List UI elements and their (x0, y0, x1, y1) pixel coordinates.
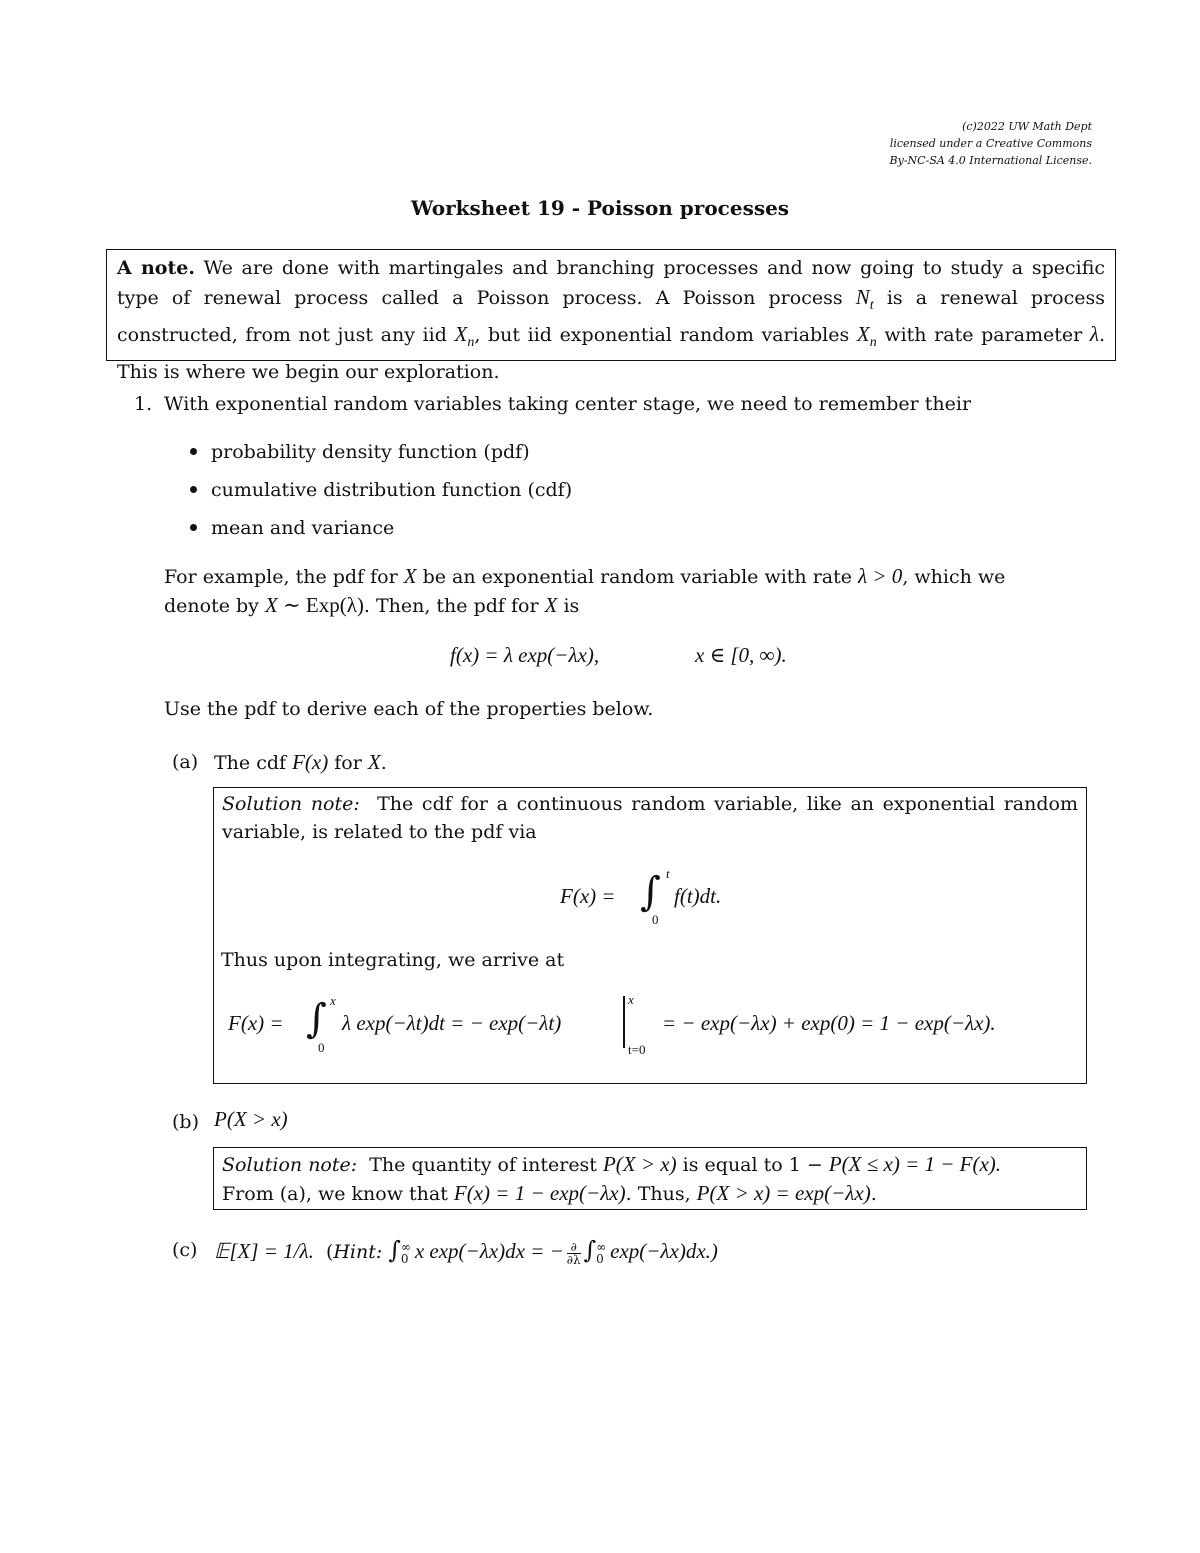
license-line-3: By-NC-SA 4.0 International License. (889, 154, 1092, 167)
solution-box-a (213, 787, 1087, 1084)
note-Xn-1: $X_n$ (454, 322, 475, 351)
note-text-4: with rate parameter (876, 324, 1090, 347)
expectation: 𝔼[X] = 1/λ. (214, 1239, 314, 1263)
example-line-2: denote by X ∼ Exp(λ). Then, the pdf for X is (164, 593, 580, 617)
bullet-item: cumulative distribution function (cdf) (190, 476, 572, 505)
note-Xn-2: $X_n$ (856, 322, 877, 351)
equation-2-lhs: F(x) = (228, 1011, 284, 1035)
note-lambda: λ (1089, 322, 1099, 347)
note-Nt: $N_t$ (855, 284, 874, 313)
equation-2-rhs: = − exp(−λx) + exp(0) = 1 − exp(−λx). (662, 1011, 996, 1035)
equation-1-lhs: F(x) = (560, 884, 616, 908)
solution-a-text-2: Thus upon integrating, we arrive at (221, 949, 565, 971)
integral-sign-1: ∫ (640, 869, 661, 915)
equation-1-rhs: f(t)dt. (674, 884, 722, 908)
part-b-label: (b) (172, 1111, 199, 1133)
part-a-text: The cdf F(x) for X. (214, 750, 387, 774)
example-line-1: For example, the pdf for X be an exponential random variable with rate λ > 0, which we (164, 564, 1006, 588)
integral-1-upper: t (666, 866, 670, 881)
part-a-label: (a) (172, 751, 199, 773)
integral-2-upper: x (330, 993, 336, 1008)
equation-2-middle: λ exp(−λt)dt = − exp(−λt) (342, 1011, 562, 1035)
bullet-item: probability density function (pdf) (190, 438, 530, 467)
hint-end: exp(−λx)dx.) (610, 1239, 718, 1263)
hint-middle: x exp(−λx)dx = − (414, 1239, 564, 1263)
bullet-item: mean and variance (190, 514, 394, 543)
pdf-formula: f(x) = λ exp(−λx), (450, 643, 600, 667)
note-text-1: We are done with martingales and branching processes and now going to study a specific type of renewal process called a Poisson process. A Poisson process (117, 257, 1106, 309)
solution-a-intro: Solution note: The cdf for a continuous random variable, like an exponential random variable, is related to the pdf via (222, 793, 1078, 843)
integral-1-lower: 0 (652, 912, 659, 927)
evaluation-lower: t=0 (628, 1042, 646, 1057)
question-1-number: 1. (134, 393, 153, 415)
hint-integral-1: ∫ (388, 1236, 401, 1264)
part-b-text: P(X > x) (214, 1107, 288, 1131)
evaluation-upper: x (628, 992, 634, 1007)
bullet-dot (190, 486, 197, 493)
solution-b-line-1: Solution note: The quantity of interest P(X > x) is equal to 1 − P(X ≤ x) = 1 − F(x). (222, 1152, 1002, 1176)
hint-label: Hint: (333, 1241, 383, 1263)
solution-box-b (213, 1147, 1087, 1210)
license-notice (890, 118, 1092, 169)
hint-integral-2-limits: ∞ 0 (596, 1240, 607, 1266)
note-text-3: , but iid exponential random variables (474, 324, 857, 347)
note-label: A note. (117, 257, 195, 279)
integral-2-lower: 0 (318, 1040, 325, 1055)
hint-integral-2: ∫ (583, 1236, 597, 1264)
use-pdf-instruction: Use the pdf to derive each of the properties below. (164, 698, 654, 720)
note-text-2: is a renewal process constructed, from not just any iid (117, 286, 1106, 347)
part-c-text: 𝔼[X] = 1/λ. (Hint: ∫ ∞ 0 x exp(−λx)dx = − ∂ ∂λ ∫ ∞ 0 exp(−λx)dx.) (214, 1236, 718, 1267)
integral-sign-2: ∫ (306, 996, 327, 1042)
pdf-domain: x ∈ [0, ∞). (695, 643, 787, 667)
evaluation-bar (623, 996, 625, 1048)
hint-partial-fraction: ∂ ∂λ (566, 1239, 581, 1267)
note-box (106, 249, 1116, 383)
license-line-2: licensed under a Creative Commons (889, 137, 1092, 150)
bullet-dot (190, 524, 197, 531)
license-line-1: (c)2022 UW Math Dept (962, 120, 1092, 133)
question-1-intro: With exponential random variables taking center stage, we need to remember their (164, 393, 972, 415)
solution-b-line-2: From (a), we know that F(x) = 1 − exp(−λx). Thus, P(X > x) = exp(−λx). (222, 1181, 877, 1205)
part-c-label: (c) (172, 1239, 198, 1261)
page-title: Worksheet 19 - Poisson processes (410, 196, 790, 220)
bullet-dot (190, 448, 197, 455)
hint-integral-1-limits: ∞ 0 (400, 1240, 411, 1266)
note-text-5: . This is where we begin our exploration. (117, 324, 1105, 383)
